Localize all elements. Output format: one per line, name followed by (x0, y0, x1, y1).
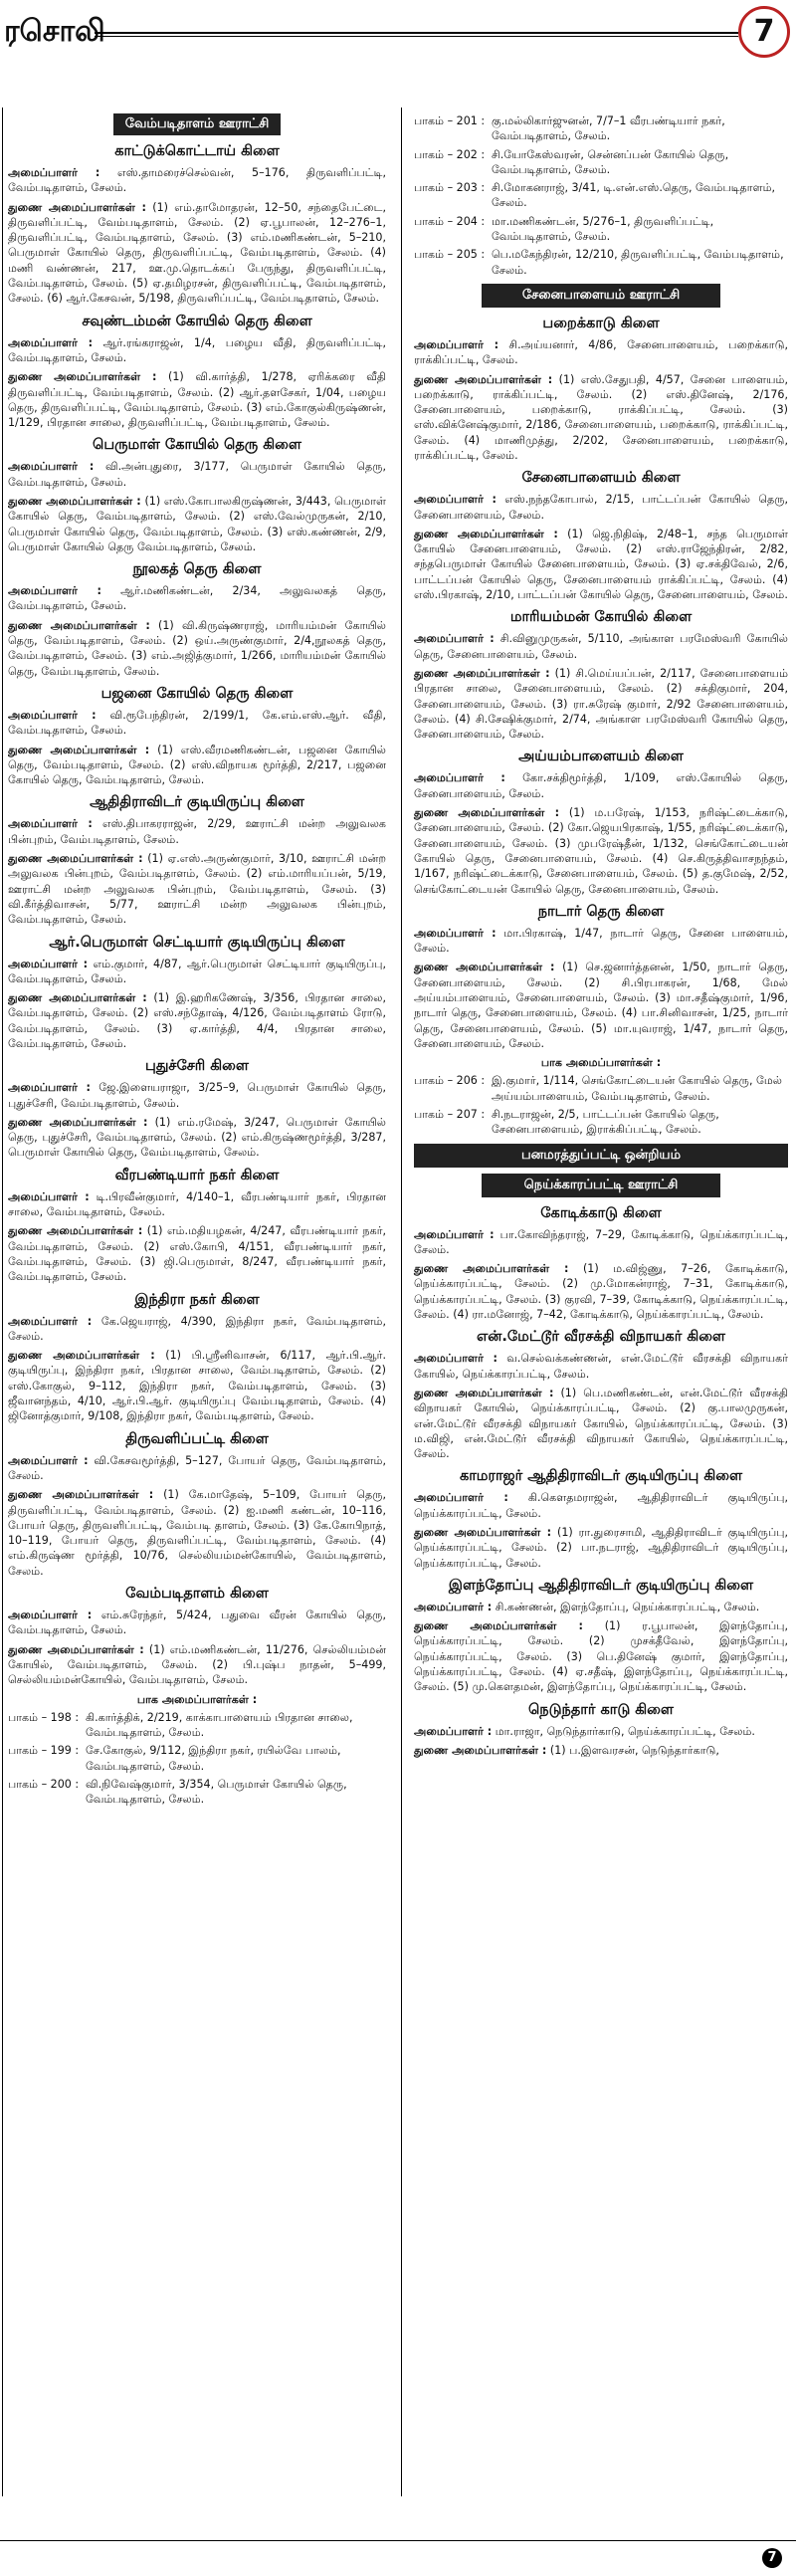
deputy-entry (414, 1261, 788, 1322)
secretary-text: எம்.சுரேந்தர், 5/424, பதுவை வீரன் கோயில் தெரு, வேம்படிதாளம், சேலம். (8, 1609, 386, 1637)
secretary-label: அமைப்பாளர் : (414, 1352, 498, 1366)
branch-title: இந்திரா நகர் கிளை (134, 1291, 260, 1308)
ward-number: பாகம் – 200 : (8, 1777, 80, 1791)
secretary-entry (414, 337, 788, 368)
right-column (404, 111, 788, 2492)
deputy-label: துணை அமைப்பாளர்கள் : (8, 618, 150, 632)
deputy-entry (8, 851, 386, 927)
ward-text: மா.மணிகண்டன், 5/276–1, திருவளிப்பட்டி, வேம்படிதாளம், சேலம். (492, 214, 714, 244)
deputy-label: துணை அமைப்பாளர்கள் : (414, 1386, 554, 1399)
left-column (8, 111, 398, 2492)
secretary-text: கி.கௌதமராஜன், ஆதிதிராவிடர் குடியிருப்பு, நெய்க்காரப்பட்டி, சேலம். (414, 1491, 788, 1520)
branch-block (414, 1327, 788, 1461)
branch-block (8, 684, 386, 787)
deputy-entry (8, 200, 386, 307)
branch-block (414, 1576, 788, 1695)
ward-row (414, 147, 788, 178)
deputy-entry (414, 1743, 788, 1758)
deputy-text: (1) எஸ்.வீரமணிகண்டன், பஜனை கோயில் தெரு, வேம்படிதாளம், சேலம். (2) எஸ்.விநாயக மூர்த்தி, 2/217, பஜனை கோயில் தெரு, வேம்படிதாளம், சேலம். (8, 743, 387, 787)
ward-row (414, 180, 788, 211)
deputy-text: (1) ம.பரேஷ், 1/153, நரிஷ்ட்டைக்காடு, சேனைபாளையம், சேலம். (2) கோ.ஜெயபிரகாஷ், 1/55, நரிஷ்ட்டைக்காடு, சேனைபாளையம், சேலம். (3) முபரேஷ்தீன், 1/132, செங்கோட்டையன் கோயில் தெரு, சேனைபாளையம், சேலம். (4) செ.கிருத்திவாசநந்தம், 1/167, நரிஷ்ட்டைக்காடு, சேனைபாளையம், சேலம். (5) த.குமேஷ், 2/52, செங்கோட்டையன் கோயில் தெரு, சேனைபாளையம், சேலம். (414, 806, 788, 896)
secretary-text: பா.கோவிந்தராஜ், 7–29, கோடிக்காடு, நெய்க்காரப்பட்டி, சேலம். (414, 1227, 788, 1256)
secretary-entry (8, 1080, 386, 1111)
deputy-entry (8, 1115, 386, 1161)
branch-title: வீரபண்டியார் நகர் கிளை (114, 1167, 280, 1183)
branch-title: பெருமாள் கோயில் தெரு கிளை (93, 437, 301, 454)
secretary-entry (8, 1453, 386, 1484)
deputy-label: துணை அமைப்பாளர்கள் : (414, 961, 555, 974)
deputy-text: (1) பி.ஸ்ரீனிவாசன், 6/117, ஆர்.பி.ஆர். குடியிருப்பு, இந்திரா நகர், பிரதான சாலை, வேம்படிதாளம், சேலம். (2) எஸ்.கோகுல், 9–112, இந்திரா நகர், வேம்படிதாளம், சேலம். (3) ஜீவானந்தம், 4/10, ஆர்.பி.ஆர். குடியிருப்பு வேம்படிதாளம், சேலம். (4) ஜினோத்குமார், 9/108, இந்திரா நகர், வேம்படிதாளம், சேலம். (8, 1349, 386, 1423)
deputy-text: (1) வி.கிருஷ்ணராஜ், மாரியம்மன் கோயில் தெரு, வேம்படிதாளம், சேலம். (2) ஒய்.அருண்குமார், 2/4,நூலகத் தெரு, வேம்படிதாளம், சேலம். (3) எம்.அஜித்குமார், 1/266, மாரியம்மன் கோயில் தெரு, வேம்படிதாளம், சேலம். (8, 618, 386, 678)
deputy-label: துணை அமைப்பாளர்கள் : (8, 852, 143, 866)
deputy-text: (1) ம.விஜ்ணு, 7–26, கோடிக்காடு, நெய்க்காரப்பட்டி, சேலம். (2) மு.மோகன்ராஜ், 7–31, கோடிக்காடு, நெய்க்காரப்பட்டி, சேலம். (3) குரவி, 7–39, கோடிக்காடு, நெய்க்காரப்பட்டி, சேலம். (4) ரா.மனோஜ், 7–42, கோடிக்காடு, நெய்க்காரப்பட்டி, சேலம். (414, 1262, 788, 1322)
branch-title: இளந்தோப்பு ஆதிதிராவிடர் குடியிருப்பு கிளை (448, 1577, 754, 1594)
deputy-entry (8, 743, 386, 788)
secretary-entry (414, 926, 788, 957)
ward-row (8, 1777, 386, 1808)
branch-title: நாடார் தெரு கிளை (537, 903, 665, 920)
ward-number: பாகம் – 205 : (414, 248, 486, 262)
branch-title: திருவளிப்பட்டி கிளை (125, 1430, 269, 1447)
secretary-entry (414, 1600, 788, 1614)
branch-block (8, 1166, 386, 1285)
secretary-text: ஆர்.ரங்கராஜன், 1/4, பழைய வீதி, திருவளிப்பட்டி, வேம்படிதாளம், சேலம். (8, 335, 386, 364)
branch-block (414, 607, 788, 742)
branch-title: சவுண்டம்மன் கோயில் தெரு கிளை (82, 313, 312, 329)
deputy-label: துணை அமைப்பாளர்கள் : (8, 1224, 143, 1238)
ward-heading: பாக அமைப்பாளர்கள் : (136, 1692, 258, 1706)
union-banner-vembadithalam: வேம்படிதாளம் ஊராட்சி (8, 113, 386, 135)
deputy-label: துணை அமைப்பாளர்கள் : (414, 1526, 552, 1539)
branch-block (8, 1429, 386, 1579)
secretary-label: அமைப்பாளர் : (414, 1227, 495, 1241)
ward-row (8, 1743, 386, 1774)
secretary-entry (8, 957, 386, 987)
ward-text: சி.யோகேஸ்வரன், சென்னப்பன் கோயில் தெரு, வேம்படிதாளம், சேலம். (492, 147, 729, 176)
branch-block (8, 1056, 386, 1160)
branch-block (8, 933, 386, 1052)
ward-number: பாகம் – 207 : (414, 1108, 486, 1122)
branch-block (414, 468, 788, 602)
right-ward-list-mid (414, 1073, 788, 1137)
masthead-rule (95, 32, 738, 37)
secretary-entry (414, 1351, 788, 1382)
ward-number: பாகம் – 198 : (8, 1710, 80, 1724)
deputy-label: துணை அமைப்பாளர்கள் : (8, 1642, 144, 1656)
secretary-text: வ.செல்வக்கண்ணன், என்.மேட்டூர் வீரசக்தி விநாயகர் கோயில், நெய்க்காரப்பட்டி, சேலம். (414, 1352, 788, 1381)
deputy-entry (8, 494, 386, 554)
secretary-entry (414, 492, 788, 523)
ward-row (8, 1710, 386, 1741)
secretary-text: சி.வினுமுருகன், 5/110, அங்காள பரமேஸ்வரி கோயில் தெரு, சேனைபாளையம், சேலம். (414, 632, 788, 661)
ward-number: பாகம் – 201 : (414, 114, 486, 127)
secretary-text: வி.ரூபேந்திரன், 2/199/1, கே.எம்.எஸ்.ஆர். வீதி, வேம்படிதாளம், சேலம். (8, 708, 386, 738)
branch-block (414, 902, 788, 1051)
secretary-label: அமைப்பாளர் : (414, 926, 497, 940)
secretary-entry (414, 1724, 788, 1739)
secretary-label: அமைப்பாளர் : (8, 335, 94, 349)
ward-row (414, 1073, 788, 1104)
secretary-label: அமைப்பாளர் : (8, 165, 100, 179)
secretary-entry (8, 583, 386, 614)
branch-block (8, 792, 386, 927)
branch-block (8, 435, 386, 554)
deputy-text: (1) எஸ்.சேதுபதி, 4/57, சேனை பாளையம், பறைக்காடு, ராக்கிப்பட்டி, சேலம். (2) எஸ்.தினேஷ், 2/176, சேனைபாளையம், பறைக்காடு, ராக்கிப்பட்டி, சேலம். (3) எஸ்.விக்னேஷ்குமார், 2/186, சேனைபாளையம், பறைக்காடு, ராக்கிப்பட்டி, சேலம். (4) மாணிமுத்து, 2/202, சேனைபாளையம், பறைக்காடு, ராக்கிப்பட்டி, சேலம். (414, 372, 788, 462)
branch-block (8, 1290, 386, 1424)
deputy-text: (1) எஸ்.கோபாலகிருஷ்ணன், 3/443, பெருமாள் கோயில் தெரு, வேம்படிதாளம், சேலம். (2) எஸ்.வேல்முருகன், 2/10, பெருமாள் கோயில் தெரு, வேம்படிதாளம், சேலம். (3) எஸ்.கண்ணன், 2/9, பெருமாள் கோயில் தெரு வேம்படிதாளம், சேலம். (8, 494, 387, 553)
secretary-text: கே.ஜெயராஜ், 4/390, இந்திரா நகர், வேம்படிதாளம், சேலம். (8, 1314, 387, 1343)
secretary-label: அமைப்பாளர் : (8, 1189, 90, 1203)
branch-block (414, 1466, 788, 1570)
branch-title: என்.மேட்டூர் வீரசக்தி விநாயகர் கிளை (476, 1329, 726, 1346)
secretary-label: அமைப்பாளர் : (414, 493, 497, 507)
branch-title: நூலகத் தெரு கிளை (132, 561, 262, 578)
secretary-label: அமைப்பாளர் : (414, 1724, 493, 1738)
secretary-entry (414, 1227, 788, 1258)
deputy-entry (8, 990, 386, 1051)
deputy-entry (8, 1348, 386, 1423)
secretary-entry (8, 335, 386, 366)
deputy-text: (1) செ.ஜனார்த்தனன், 1/50, நாடார் தெரு, சேனைபாளையம், சேலம். (2) சி.பிரபாகரன், 1/68, மேல் அய்யம்பாளையம், சேனைபாளையம், சேலம். (3) மா.சதீஷ்குமார், 1/96, நாடார் தெரு, சேனைபாளையம், சேலம். (4) பா.சினிவாசன், 1/25, நாடார் தெரு, சேனைபாளையம், சேலம். (5) மா.யுவராஜ், 1/47, நாடார் தெரு, சேனைபாளையம், சேலம். (414, 961, 788, 1050)
ward-number: பாகம் – 202 : (414, 147, 486, 161)
branch-title: பஜனை கோயில் தெரு கிளை (100, 685, 294, 702)
branch-title: காமராஜர் ஆதிதிராவிடர் குடியிருப்பு கிளை (459, 1468, 743, 1485)
secretary-text: வி.அன்புதுரை, 3/177, பெருமாள் கோயில் தெரு, வேம்படிதாளம், சேலம். (8, 460, 387, 489)
deputy-text: (1) ஜெ.நிதிஷ், 2/48–1, சந்த பெருமாள் கோயில் சேனைபாளையம், சேலம். (2) எஸ்.ராஜேந்திரன், 2/82, சந்தபெருமாள் கோயில் சேனைபாளையம், சேலம். (3) ஏ.சக்திவேல், 2/6, பாட்டப்பன் கோயில் தெரு, சேனைபாளையம் ராக்கிப்பட்டி, சேலம். (4) எஸ்.பிரகாஷ், 2/10, பாட்டப்பன் கோயில் தெரு, சேனைபாளையம், சேலம். (414, 527, 788, 602)
secretary-text: ஆர்.மணிகண்டன், 2/34, அலுவலகத் தெரு, வேம்படிதாளம், சேலம். (8, 584, 386, 613)
deputy-label: துணை அமைப்பாளர்கள் : (414, 372, 553, 386)
branch-title: பறைக்காடு கிளை (542, 315, 660, 331)
secretary-text: எம்.குமார், 4/87, ஆர்.பெருமாள் செட்டியார் குடியிருப்பு, வேம்படிதாளம், சேலம். (8, 957, 387, 985)
ward-number: பாகம் – 203 : (414, 181, 486, 195)
branch-title: புதுச்சேரி கிளை (145, 1058, 249, 1075)
secretary-label: அமைப்பாளர் : (8, 1314, 93, 1328)
secretary-entry (8, 708, 386, 739)
branch-block (8, 559, 386, 679)
branch-block (414, 314, 788, 463)
deputy-label: துணை அமைப்பாளர்கள் : (8, 1115, 148, 1129)
secretary-entry (8, 1189, 386, 1220)
deputy-text: (1) ப.இளவரசன், நெடுந்தார்காடு, (549, 1743, 719, 1757)
secretary-label: அமைப்பாளர் : (414, 337, 499, 351)
secretary-text: மா.பிரகாஷ், 1/47, நாடார் தெரு, சேனை பாளையம், சேலம். (414, 926, 788, 956)
left-ward-list (8, 1710, 386, 1808)
secretary-label: அமைப்பாளர் : (414, 1491, 508, 1505)
secretary-text: எஸ்.தாமரைச்செல்வன், 5–176, திருவளிப்பட்டி, வேம்படிதாளம், சேலம். (8, 165, 386, 195)
page-number-badge: 7 (738, 6, 790, 58)
left-branch-list (8, 141, 386, 1688)
branch-block (8, 141, 386, 307)
deputy-label: துணை அமைப்பாளர்கள் : (8, 743, 150, 756)
secretary-entry (8, 459, 386, 490)
branch-title: வேம்படிதாளம் கிளை (125, 1586, 269, 1603)
ward-number: பாகம் – 206 : (414, 1074, 486, 1088)
secretary-label: அமைப்பாளர் : (8, 1453, 89, 1467)
deputy-label: துணை அமைப்பாளர்கள் : (414, 1743, 547, 1757)
secretary-text: ஜே.இளையராஜா, 3/25–9, பெருமாள் கோயில் தெரு, புதுச்சேரி, வேம்படிதாளம், சேலம். (8, 1081, 387, 1110)
bottom-rule (0, 2540, 796, 2541)
deputy-entry (8, 1642, 386, 1688)
panchayat-banner-senaipalayam: சேனைபாளையம் ஊராட்சி (482, 284, 721, 308)
secretary-entry (8, 1314, 386, 1345)
deputy-text: (1) எம்.மணிகண்டன், 11/276, செல்லியம்மன் கோயில், வேம்படிதாளம், சேலம். (2) பி.புஷ்ப நாதன், 5–499, செல்லியம்மன்கோயில், வேம்படிதாளம், சேலம். (8, 1642, 387, 1687)
deputy-label: துணை அமைப்பாளர்கள் : (414, 1262, 569, 1276)
deputy-label: துணை அமைப்பாளர்கள் : (8, 200, 146, 214)
secretary-label: அமைப்பாளர் : (8, 957, 89, 970)
deputy-entry (414, 1618, 788, 1694)
deputy-text: (1) இ.ஹரிகணேஷ், 3/356, பிரதான சாலை, வேம்படிதாளம், சேலம். (2) எஸ்.சந்தோஷ், 4/126, வேம்படிதாளம் ரோடு, வேம்படிதாளம், சேலம். (3) ஏ.கார்த்தி, 4/4, பிரதான சாலை, வேம்படிதாளம், சேலம். (8, 991, 387, 1050)
ward-text: வி.நிவேஷ்குமார், 3/354, பெருமாள் கோயில் தெரு, வேம்படிதாளம், சேலம். (86, 1777, 347, 1807)
secretary-text: கோ.சக்திமூர்த்தி, 1/109, எஸ்.கோயில் தெரு, சேனைபாளையம், சேலம். (414, 771, 788, 800)
deputy-text: (1) வி.கார்த்தி, 1/278, ஏரிக்கரை வீதி திருவளிப்பட்டி, வேம்படிதாளம், சேலம். (2) ஆர்.தளசேகர், 1/04, பழைய தெரு, திருவளிப்பட்டி, வேம்படிதாளம், சேலம். (3) எம்.கோகுல்கிருஷ்ணன், 1/129, பிரதான சாலை, திருவளிப்பட்டி, வேம்படிதாளம், சேலம். (8, 370, 386, 430)
secretary-label: அமைப்பாளர் : (8, 817, 93, 831)
right-branch-list-2 (414, 1203, 788, 1759)
footer-page-number: 7 (762, 2548, 782, 2568)
branch-title: கோடிக்காடு கிளை (540, 1204, 662, 1221)
ward-number: பாகம் – 204 : (414, 214, 486, 228)
deputy-label: துணை அமைப்பாளர்கள் : (8, 370, 157, 384)
secretary-text: எஸ்.திபாகரராஜன், 2/29, ஊராட்சி மன்ற அலுவலக பின்புறம், வேம்படிதாளம், சேலம். (8, 817, 386, 846)
branch-title: அய்யம்பாளையம் கிளை (518, 749, 684, 765)
secretary-entry (8, 816, 386, 847)
ward-row (414, 1107, 788, 1138)
masthead (0, 0, 796, 68)
secretary-label: அமைப்பாளர் : (8, 1081, 91, 1095)
ward-heading-right: பாக அமைப்பாளர்கள் : (540, 1056, 662, 1070)
deputy-label: துணை அமைப்பாளர்கள் : (8, 1488, 154, 1502)
deputy-label: துணை அமைப்பாளர்கள் : (8, 991, 147, 1005)
branch-block (414, 1203, 788, 1323)
branch-title: ஆதிதிராவிடர் குடியிருப்பு கிளை (90, 794, 304, 811)
secretary-entry (414, 631, 788, 662)
deputy-entry (414, 1386, 788, 1461)
deputy-text: (1) பெ.மணிகண்டன், என்.மேட்டூர் வீரசக்தி விநாயகர் கோயில், நெய்க்காரப்பட்டி, சேலம். (2) கு.பாலமுருகன், என்.மேட்டூர் வீரசக்தி விநாயகர் கோயில், நெய்க்காரப்பட்டி, சேலம். (3) ம.விஜி, என்.மேட்டூர் வீரசக்தி விநாயகர் கோயில், நெய்க்காரப்பட்டி, சேலம். (414, 1386, 788, 1461)
newspaper-name: ரசொலி (4, 14, 105, 49)
deputy-entry (8, 1223, 386, 1284)
secretary-text: சி.அய்யனார், 4/86, சேனைபாளையம், பறைக்காடு, ராக்கிப்பட்டி, சேலம். (414, 337, 788, 367)
deputy-entry (414, 805, 788, 897)
secretary-label: அமைப்பாளர் : (414, 632, 495, 646)
secretary-entry (8, 165, 386, 196)
deputy-text: (1) சி.மெய்யப்பன், 2/117, சேனைபாளையம் பிரதான சாலை, சேனைபாளையம், சேலம். (2) சக்திகுமார், 204, சேனைபாளையம், சேலம். (3) ரா.சுரேஷ் குமார், 2/92 சேனைபாளையம், சேலம். (4) சி.சேஷிக்குமார், 2/74, அங்காள பரமேஸ்வரி கோயில் தெரு, சேனைபாளையம், சேலம். (414, 666, 788, 742)
ward-row (414, 214, 788, 245)
ward-text: இ.குமார், 1/114, செங்கோட்டையன் கோயில் தெரு, மேல் அய்யம்பாளையம், வேம்படிதாளம், சேலம். (492, 1074, 783, 1103)
deputy-label: துணை அமைப்பாளர்கள் : (8, 494, 141, 508)
ward-text: சி.நடராஜன், 2/5, பாட்டப்பன் கோயில் தெரு, சேனைபாளையம், இராக்கிப்பட்டி, சேலம். (492, 1108, 719, 1137)
secretary-label: அமைப்பாளர் : (8, 584, 101, 598)
deputy-text: (1) ரா.துரைசாமி, ஆதிதிராவிடர் குடியிருப்பு, நெய்க்காரப்பட்டி, சேலம். (2) பா.நடராஜ், ஆதிதிராவிடர் குடியிருப்பு, நெய்க்காரப்பட்டி, சேலம். (414, 1526, 788, 1570)
deputy-text: (1) ர.பூபாலன், இளந்தோப்பு, நெய்க்காரப்பட்டி, சேலம். (2) முசக்தீவேல், இளந்தோப்பு, நெய்க்காரப்பட்டி, சேலம். (3) பெ.தினேஷ் குமார், இளந்தோப்பு, நெய்க்காரப்பட்டி, சேலம். (4) ஏ.சதீஷ், இளந்தோப்பு, நெய்க்காரப்பட்டி, சேலம். (5) மு.கௌதமன், இளந்தோப்பு, நெய்க்காரப்பட்டி, சேலம். (414, 1619, 788, 1694)
branch-title: காட்டுக்கொட்டாய் கிளை (114, 142, 280, 159)
secretary-text: டி.பிரவீன்குமார், 4/140–1, வீரபண்டியார் நகர், பிரதான சாலை, வேம்படிதாளம், சேலம். (8, 1189, 386, 1219)
deputy-label: துணை அமைப்பாளர்கள் : (414, 806, 560, 820)
deputy-label: துணை அமைப்பாளர்கள் : (414, 666, 550, 680)
ward-text: கு.மல்லிகார்ஜுனன், 7/7–1 வீரபண்டியார் நகர், வேம்படிதாளம், சேலம். (492, 114, 725, 143)
deputy-entry (414, 372, 788, 464)
branch-block (414, 1700, 788, 1759)
branch-title: சேனைபாளையம் கிளை (521, 470, 681, 487)
deputy-entry (414, 527, 788, 602)
secretary-label: அமைப்பாளர் : (8, 1609, 93, 1622)
deputy-label: துணை அமைப்பாளர்கள் : (414, 1619, 583, 1633)
secretary-text: வி.கேசவமூர்த்தி, 5–127, போயர் தெரு, வேம்படிதாளம், சேலம். (8, 1453, 386, 1482)
ward-row (414, 113, 788, 144)
secretary-label: அமைப்பாளர் : (8, 460, 95, 474)
branch-block (414, 747, 788, 896)
deputy-entry (414, 1525, 788, 1571)
deputy-entry (8, 618, 386, 679)
branch-block (8, 1584, 386, 1687)
deputy-entry (414, 666, 788, 742)
deputy-entry (8, 1487, 386, 1579)
union-banner-panamarathupatti: பனமரத்துப்பட்டி ஒன்றியம் (414, 1144, 788, 1168)
branch-block (8, 312, 386, 431)
ward-text: சி.மோகனராஜ், 3/41, டி.என்.எஸ்.தெரு, வேம்படிதாளம், சேலம். (492, 181, 776, 210)
secretary-entry (414, 770, 788, 801)
right-branch-list-1 (414, 314, 788, 1051)
secretary-label: அமைப்பாளர் : (414, 771, 505, 785)
panchayat-banner-neikkarapatti: நெய்க்காரப்பட்டி ஊராட்சி (482, 1174, 721, 1197)
deputy-text: (1) எம்.மதியழகன், 4/247, வீரபண்டியார் நகர், வேம்படிதாளம், சேலம். (2) எஸ்.கோபி, 4/151, வீரபண்டியார் நகர், வேம்படிதாளம், சேலம். (3) ஜி.பெருமாள், 8/247, வீரபண்டியார் நகர், வேம்படிதாளம், சேலம். (8, 1224, 387, 1284)
secretary-text: மா.ராஜா, நெடுந்தார்காடு, நெய்க்காரப்பட்டி, சேலம். (495, 1724, 755, 1738)
secretary-entry (8, 1608, 386, 1638)
ward-text: பெ.மகேந்திரன், 12/210, திருவளிப்பட்டி, வேம்படிதாளம், சேலம். (492, 248, 784, 277)
deputy-entry (8, 369, 386, 430)
deputy-text: (1) எம்.தாமோதரன், 12–50, சந்தைபேட்டை, திருவளிப்பட்டி, வேம்படிதாளம், சேலம். (2) ஏ.பூபாலன், 12–276–1, திருவளிப்பட்டி, வேம்படிதாளம், சேலம். (3) எம்.மணிகண்டன், 5–210, பெருமாள் கோயில் தெரு, திருவளிப்பட்டி, வேம்படிதாளம், சேலம். (4) மணி வண்ணன், 217, ஊ.மு.தொடக்கப் பேருந்து, திருவளிப்பட்டி, வேம்படிதாளம், சேலம். (5) ஏ.தமிழரசன், திருவளிப்பட்டி, வேம்படிதாளம், சேலம். (6) ஆர்.கேசவன், 5/198, திருவளிப்பட்டி, வேம்படிதாளம், சேலம். (8, 200, 387, 306)
deputy-entry (414, 960, 788, 1051)
secretary-text: சி.கண்ணன், இளந்தோப்பு, நெய்க்காரப்பட்டி, சேலம். (495, 1600, 760, 1613)
secretary-label: அமைப்பாளர் : (414, 1600, 493, 1613)
deputy-label: துணை அமைப்பாளர்கள் : (8, 1349, 155, 1363)
ward-number: பாகம் – 199 : (8, 1744, 80, 1758)
deputy-text: (1) ஏ.எஸ்.அருண்குமார், 3/10, ஊராட்சி மன்ற அலுவலக பின்புறம், வேம்படிதாளம், சேலம். (2) எம்.மாரியப்பன், 5/19, ஊராட்சி மன்ற அலுவலக பின்புறம், வேம்படிதாளம், சேலம். (3) வி.கீர்த்திவாசன், 5/77, ஊராட்சி மன்ற அலுவலக பின்புறம், வேம்படிதாளம், சேலம். (8, 852, 386, 927)
deputy-text: (1) கே.மாதேஷ், 5–109, போயர் தெரு, திருவளிப்பட்டி, வேம்படிதாளம், சேலம். (2) ஐ.மணி கண்டன், 10–116, போயர் தெரு, திருவளிப்பட்டி, வேம்படி தாளம், சேலம். (3) கே.கோபிநாத், 10–119, போயர் தெரு, திருவளிப்பட்டி, வேம்படிதாளம், சேலம். (4) எம்.கிருஷ்ண மூர்த்தி, 10/76, செல்லியம்மன்கோயில், வேம்படிதாளம், சேலம். (8, 1488, 387, 1578)
column-divider (401, 107, 402, 2496)
branch-title: நெடுந்தார் காடு கிளை (527, 1701, 674, 1718)
left-border (2, 107, 3, 2496)
ward-text: சே.கோகுல், 9/112, இந்திரா நகர், ரயில்வே பாலம், வேம்படிதாளம், சேலம். (86, 1744, 341, 1773)
ward-row (414, 247, 788, 278)
deputy-label: துணை அமைப்பாளர்கள் : (414, 527, 558, 540)
secretary-entry (414, 1490, 788, 1521)
secretary-label: அமைப்பாளர் : (8, 708, 97, 722)
branch-title: ஆர்.பெருமாள் செட்டியார் குடியிருப்பு கிளை (49, 934, 345, 951)
ward-text: கி.கார்த்திக், 2/219, காக்காபாளையம் பிரதான சாலை, வேம்படிதாளம், சேலம். (86, 1710, 353, 1740)
secretary-text: எஸ்.நந்தகோபால், 2/15, பாட்டப்பன் கோயில் தெரு, சேனைபாளையம், சேலம். (414, 493, 788, 522)
branch-title: மாரியம்மன் கோயில் கிளை (509, 609, 693, 626)
right-ward-list-top (414, 113, 788, 278)
deputy-text: (1) எம்.ரமேஷ், 3/247, பெருமாள் கோயில் தெரு, புதுச்சேரி, வேம்படிதாளம், சேலம். (2) எம்.கிருஷ்ணமூர்த்தி, 3/287, பெருமாள் கோயில் தெரு, வேம்படிதாளம், சேலம். (8, 1115, 387, 1160)
